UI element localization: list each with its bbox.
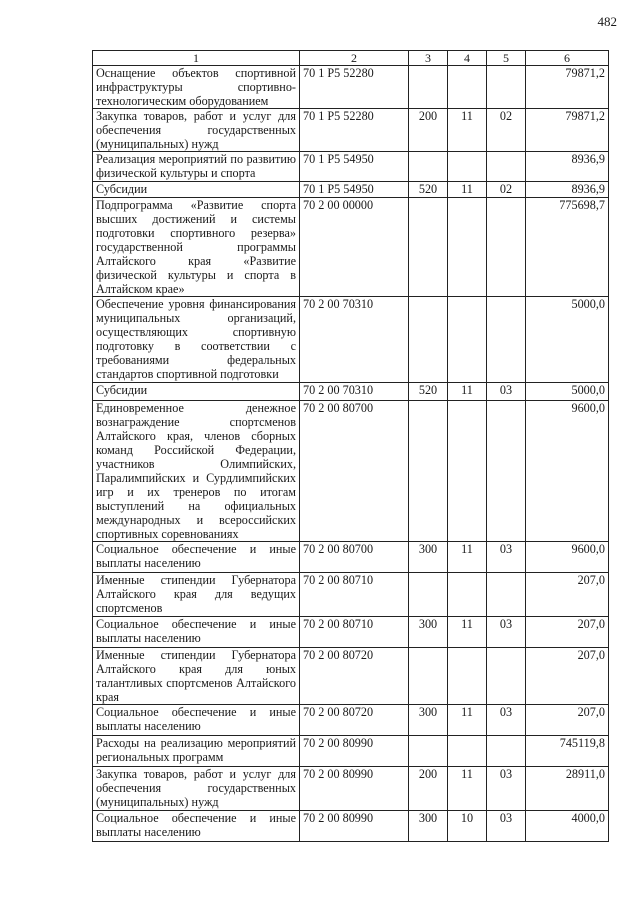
row-col-3: 300 [409, 811, 448, 842]
table-row [93, 66, 609, 109]
row-col-3 [409, 198, 448, 297]
row-col-3: 520 [409, 182, 448, 198]
table-row [93, 297, 609, 383]
row-col-3 [409, 648, 448, 705]
row-col-3 [409, 297, 448, 383]
table-row [93, 383, 609, 401]
row-col-5: 02 [487, 109, 526, 152]
table-row [93, 182, 609, 198]
row-col-3 [409, 152, 448, 182]
row-amount: 9600,0 [526, 542, 609, 573]
row-code: 70 2 00 80700 [300, 401, 409, 542]
row-col-3: 300 [409, 705, 448, 736]
row-col-3: 300 [409, 542, 448, 573]
row-name: Обеспечение уровня финансирования муниципальных организаций, осуществляющих спортивную подготовку в соответствии с требованиями федеральных стандартов спортивной подготовки [93, 297, 300, 383]
table-row [93, 109, 609, 152]
row-col-5: 03 [487, 767, 526, 811]
row-col-4 [448, 401, 487, 542]
row-name: Субсидии [93, 182, 300, 198]
row-name: Оснащение объектов спортивной инфраструктуры спортивно-технологическим оборудованием [93, 66, 300, 109]
row-name: Социальное обеспечение и иные выплаты населению [93, 542, 300, 573]
header-col-6: 6 [526, 51, 609, 66]
row-name: Социальное обеспечение и иные выплаты населению [93, 811, 300, 842]
row-col-4 [448, 66, 487, 109]
row-amount: 775698,7 [526, 198, 609, 297]
row-code: 70 2 00 00000 [300, 198, 409, 297]
row-col-4 [448, 198, 487, 297]
row-name: Закупка товаров, работ и услуг для обеспечения государственных (муниципальных) нужд [93, 767, 300, 811]
row-code: 70 2 00 80700 [300, 542, 409, 573]
row-name: Закупка товаров, работ и услуг для обеспечения государственных (муниципальных) нужд [93, 109, 300, 152]
header-col-3: 3 [409, 51, 448, 66]
row-amount: 5000,0 [526, 383, 609, 401]
row-code: 70 2 00 80720 [300, 705, 409, 736]
row-code: 70 1 P5 52280 [300, 109, 409, 152]
row-col-4 [448, 573, 487, 617]
row-col-5 [487, 648, 526, 705]
row-col-5: 03 [487, 617, 526, 648]
page-number: 482 [597, 14, 617, 29]
row-col-3 [409, 573, 448, 617]
header-col-5: 5 [487, 51, 526, 66]
table-row [93, 767, 609, 811]
row-col-3 [409, 401, 448, 542]
row-col-5 [487, 573, 526, 617]
row-amount: 28911,0 [526, 767, 609, 811]
table-row [93, 811, 609, 842]
row-code: 70 1 P5 54950 [300, 152, 409, 182]
budget-table [92, 50, 609, 842]
row-code: 70 2 00 80990 [300, 811, 409, 842]
row-code: 70 1 P5 54950 [300, 182, 409, 198]
row-col-5 [487, 736, 526, 767]
row-col-5: 03 [487, 705, 526, 736]
table-row [93, 648, 609, 705]
row-amount: 207,0 [526, 648, 609, 705]
row-code: 70 1 P5 52280 [300, 66, 409, 109]
row-col-3: 300 [409, 617, 448, 648]
row-col-4: 10 [448, 811, 487, 842]
row-name: Именные стипендии Губернатора Алтайского края для юных талантливых спортсменов Алтайского края [93, 648, 300, 705]
row-amount: 5000,0 [526, 297, 609, 383]
row-code: 70 2 00 80710 [300, 573, 409, 617]
table-row [93, 705, 609, 736]
row-code: 70 2 00 80990 [300, 736, 409, 767]
row-col-4: 11 [448, 767, 487, 811]
row-amount: 207,0 [526, 705, 609, 736]
row-col-4: 11 [448, 109, 487, 152]
header-col-2: 2 [300, 51, 409, 66]
row-col-4 [448, 736, 487, 767]
row-col-3: 200 [409, 109, 448, 152]
row-col-4: 11 [448, 617, 487, 648]
row-col-3 [409, 736, 448, 767]
row-name: Единовременное денежное вознаграждение спортсменов Алтайского края, членов сборных команд Российской Федерации, участников Олимпийских, Паралимпийских и Сурдлимпийских игр и их тренеров по итогам выступлений на официальных международных и всероссийских спортивных соревнованиях [93, 401, 300, 542]
row-col-3: 520 [409, 383, 448, 401]
row-name: Расходы на реализацию мероприятий региональных программ [93, 736, 300, 767]
row-col-5: 03 [487, 811, 526, 842]
row-col-5 [487, 401, 526, 542]
row-col-5: 02 [487, 182, 526, 198]
table-row [93, 401, 609, 542]
table-row [93, 198, 609, 297]
row-col-5: 03 [487, 383, 526, 401]
row-col-5 [487, 297, 526, 383]
table-header [93, 51, 609, 66]
table-row [93, 152, 609, 182]
row-col-4: 11 [448, 182, 487, 198]
row-col-5 [487, 198, 526, 297]
row-amount: 8936,9 [526, 152, 609, 182]
row-col-5 [487, 152, 526, 182]
table-row [93, 736, 609, 767]
row-code: 70 2 00 80990 [300, 767, 409, 811]
table-row [93, 542, 609, 573]
row-code: 70 2 00 80710 [300, 617, 409, 648]
header-col-1: 1 [93, 51, 300, 66]
row-code: 70 2 00 80720 [300, 648, 409, 705]
row-name: Субсидии [93, 383, 300, 401]
row-col-4: 11 [448, 383, 487, 401]
row-col-4: 11 [448, 705, 487, 736]
row-amount: 4000,0 [526, 811, 609, 842]
row-name: Социальное обеспечение и иные выплаты населению [93, 705, 300, 736]
row-amount: 745119,8 [526, 736, 609, 767]
row-col-4 [448, 297, 487, 383]
table-row [93, 617, 609, 648]
row-name: Социальное обеспечение и иные выплаты населению [93, 617, 300, 648]
header-row [93, 51, 609, 66]
row-name: Подпрограмма «Развитие спорта высших достижений и системы подготовки спортивного резерва» государственной программы Алтайского края «Развитие физической культуры и спорта в Алтайском крае» [93, 198, 300, 297]
row-amount: 207,0 [526, 573, 609, 617]
row-amount: 79871,2 [526, 66, 609, 109]
row-col-4 [448, 648, 487, 705]
row-name: Именные стипендии Губернатора Алтайского края для ведущих спортсменов [93, 573, 300, 617]
row-col-5 [487, 66, 526, 109]
row-code: 70 2 00 70310 [300, 297, 409, 383]
row-col-3 [409, 66, 448, 109]
row-col-3: 200 [409, 767, 448, 811]
table-body [93, 66, 609, 842]
header-col-4: 4 [448, 51, 487, 66]
row-col-4 [448, 152, 487, 182]
row-amount: 79871,2 [526, 109, 609, 152]
row-code: 70 2 00 70310 [300, 383, 409, 401]
table-row [93, 573, 609, 617]
row-amount: 8936,9 [526, 182, 609, 198]
row-amount: 9600,0 [526, 401, 609, 542]
row-name: Реализация мероприятий по развитию физической культуры и спорта [93, 152, 300, 182]
row-col-5: 03 [487, 542, 526, 573]
row-amount: 207,0 [526, 617, 609, 648]
row-col-4: 11 [448, 542, 487, 573]
